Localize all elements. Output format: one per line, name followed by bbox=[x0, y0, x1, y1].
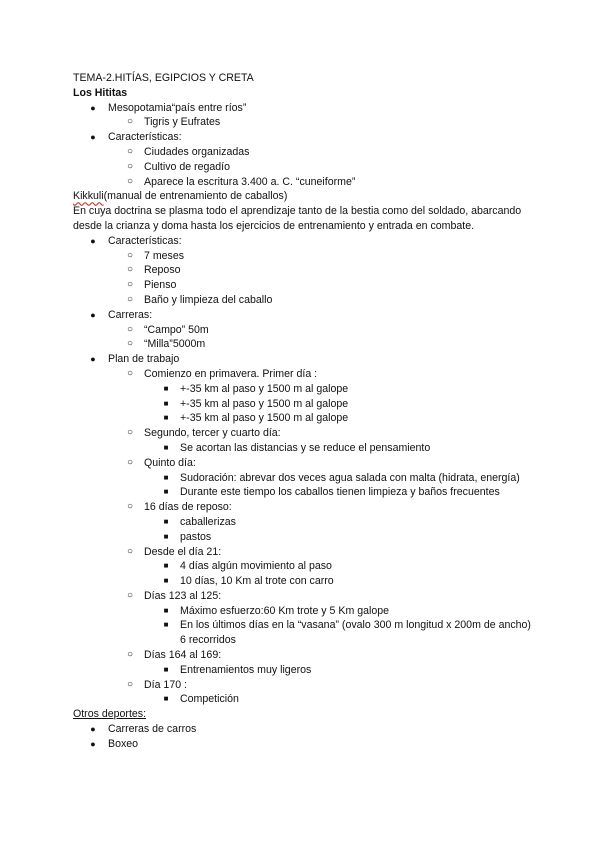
bullet-circle-icon: ○ bbox=[126, 160, 134, 172]
list-item-text: Segundo, tercer y cuarto día: bbox=[144, 427, 281, 440]
list-item bbox=[73, 397, 533, 412]
list-item-text: 16 días de reposo: bbox=[144, 501, 232, 514]
list-item bbox=[73, 382, 533, 397]
bullet-disc-icon: ● bbox=[90, 309, 96, 320]
list-item bbox=[73, 441, 533, 456]
list-item bbox=[73, 160, 533, 175]
bullet-circle-icon: ○ bbox=[126, 249, 134, 261]
list-item-text: Baño y limpieza del caballo bbox=[144, 293, 273, 306]
list-item-text: 10 días, 10 Km al trote con carro bbox=[180, 575, 334, 588]
bullet-square-icon: ■ bbox=[163, 664, 169, 674]
list-item-text: Carreras de carros bbox=[108, 723, 197, 736]
bullet-circle-icon: ○ bbox=[126, 649, 134, 661]
list-item bbox=[73, 145, 533, 160]
list-item-text: Se acortan las distancias y se reduce el pensamiento bbox=[180, 441, 431, 454]
list-item bbox=[73, 604, 533, 619]
bullet-square-icon: ■ bbox=[163, 620, 169, 630]
list-item-text: +-35 km al paso y 1500 m al galope bbox=[180, 382, 349, 395]
bullet-square-icon: ■ bbox=[163, 605, 169, 615]
list-item bbox=[73, 456, 533, 471]
list-item-text: Reposo bbox=[144, 264, 181, 277]
bullet-square-icon: ■ bbox=[163, 576, 169, 586]
list-item-text: Aparece la escritura 3.400 a. C. “cuneiforme” bbox=[144, 175, 356, 188]
list-item bbox=[73, 574, 533, 589]
list-item-text: pastos bbox=[180, 530, 212, 543]
list-item-text: Quinto día: bbox=[144, 456, 196, 469]
list-item-text: Plan de trabajo bbox=[108, 353, 180, 366]
list-item bbox=[73, 367, 533, 382]
section-heading: Los Hititas bbox=[73, 86, 128, 99]
list-item bbox=[73, 500, 533, 515]
list-item-text: 7 meses bbox=[144, 249, 185, 262]
list-item-text: Tigris y Eufrates bbox=[144, 116, 221, 129]
bullet-square-icon: ■ bbox=[163, 383, 169, 393]
bullet-circle-icon: ○ bbox=[126, 323, 134, 335]
bullet-circle-icon: ○ bbox=[126, 678, 134, 690]
list-item bbox=[73, 648, 533, 663]
list-item bbox=[73, 485, 533, 500]
bullet-circle-icon: ○ bbox=[126, 589, 134, 601]
list-item bbox=[73, 515, 533, 530]
list-item-text: Competición bbox=[180, 693, 239, 706]
bullet-circle-icon: ○ bbox=[126, 293, 134, 305]
list-item-text: Ciudades organizadas bbox=[144, 145, 250, 158]
bullet-circle-icon: ○ bbox=[126, 545, 134, 557]
bullet-disc-icon: ● bbox=[90, 235, 96, 246]
list-item bbox=[73, 234, 533, 249]
bullet-circle-icon: ○ bbox=[126, 145, 134, 157]
list-item-text: Mesopotamia“país entre ríos” bbox=[108, 101, 247, 114]
doc-title: TEMA-2.HITÍAS, EGIPCIOS Y CRETA bbox=[73, 72, 254, 84]
bullet-circle-icon: ○ bbox=[126, 279, 134, 291]
bullet-circle-icon: ○ bbox=[126, 367, 134, 379]
list-item bbox=[73, 323, 533, 338]
list-item-text: Características: bbox=[108, 234, 182, 247]
list-item bbox=[73, 101, 533, 116]
bullet-square-icon: ■ bbox=[163, 413, 169, 423]
list-item-text: Días 123 al 125: bbox=[144, 589, 222, 602]
list-item-text: Sudoración: abrevar dos veces agua salada con malta (hidrata, energía) bbox=[180, 471, 520, 484]
list-item-text: Máximo esfuerzo:60 Km trote y 5 Km galope bbox=[180, 604, 390, 617]
bullet-disc-icon: ● bbox=[90, 102, 96, 113]
list-item bbox=[73, 130, 533, 145]
list-item-text: Día 170 : bbox=[144, 678, 187, 691]
list-item-text: En los últimos días en la “vasana” (ovalo 300 m longitud x 200m de ancho) 6 recorridos bbox=[180, 619, 531, 647]
bullet-circle-icon: ○ bbox=[126, 116, 134, 128]
doctrine-paragraph: En cuya doctrina se plasma todo el aprendizaje tanto de la bestia como del soldado, abarcando desde la crianza y doma hasta los ejercicios de entrenamiento y entrada en combate. bbox=[73, 205, 522, 232]
bullet-square-icon: ■ bbox=[163, 531, 169, 541]
list-item bbox=[73, 337, 533, 352]
bullet-disc-icon: ● bbox=[90, 354, 96, 365]
bullet-circle-icon: ○ bbox=[126, 427, 134, 439]
bullet-circle-icon: ○ bbox=[126, 264, 134, 276]
list-item-text: caballerizas bbox=[180, 515, 236, 528]
list-item bbox=[73, 426, 533, 441]
bullet-circle-icon: ○ bbox=[126, 338, 134, 350]
kikkuli-rest: (manual de entrenamiento de caballos) bbox=[103, 190, 288, 203]
list-item bbox=[73, 352, 533, 367]
list-item-text: Características: bbox=[108, 131, 182, 144]
bullet-circle-icon: ○ bbox=[126, 456, 134, 468]
list-item bbox=[73, 293, 533, 308]
other-sports-heading: Otros deportes: bbox=[73, 708, 147, 721]
list-item-text: Pienso bbox=[144, 279, 177, 292]
list-item-text: Comienzo en primavera. Primer día : bbox=[144, 367, 318, 380]
list-item bbox=[73, 618, 533, 648]
list-item bbox=[73, 263, 533, 278]
bullet-circle-icon: ○ bbox=[126, 175, 134, 187]
list-item bbox=[73, 530, 533, 545]
list-item bbox=[73, 545, 533, 560]
list-item bbox=[73, 115, 533, 130]
bullet-square-icon: ■ bbox=[163, 487, 169, 497]
list-item-text: 4 días algún movimiento al paso bbox=[180, 560, 332, 573]
list-item-text: Carreras: bbox=[108, 308, 153, 321]
list-item-text: Durante este tiempo los caballos tienen limpieza y baños frecuentes bbox=[180, 486, 500, 499]
list-item bbox=[73, 589, 533, 604]
list-item-text: Cultivo de regadío bbox=[144, 160, 230, 173]
list-item-text: Entrenamientos muy ligeros bbox=[180, 663, 312, 676]
bullet-square-icon: ■ bbox=[163, 442, 169, 452]
list-item bbox=[73, 737, 533, 752]
bullet-square-icon: ■ bbox=[163, 694, 169, 704]
document-page bbox=[73, 71, 533, 752]
bullet-square-icon: ■ bbox=[163, 516, 169, 526]
list-item-text: Desde el día 21: bbox=[144, 545, 222, 558]
list-item bbox=[73, 559, 533, 574]
list-item-text: +-35 km al paso y 1500 m al galope bbox=[180, 412, 349, 425]
list-item bbox=[73, 175, 533, 190]
bullet-disc-icon: ● bbox=[90, 738, 96, 749]
list-item bbox=[73, 722, 533, 737]
list-item bbox=[73, 663, 533, 678]
list-item-text: Días 164 al 169: bbox=[144, 649, 222, 662]
list-item bbox=[73, 249, 533, 264]
list-item bbox=[73, 278, 533, 293]
bullet-square-icon: ■ bbox=[163, 561, 169, 571]
list-item-text: Boxeo bbox=[108, 737, 139, 750]
list-item-text: “Campo” 50m bbox=[144, 323, 209, 336]
kikkuli-line bbox=[73, 189, 533, 204]
list-item-text: +-35 km al paso y 1500 m al galope bbox=[180, 397, 349, 410]
list-item bbox=[73, 692, 533, 707]
bullet-circle-icon: ○ bbox=[126, 501, 134, 513]
list-item bbox=[73, 411, 533, 426]
list-item-text: “Milla”5000m bbox=[144, 338, 206, 351]
bullet-square-icon: ■ bbox=[163, 472, 169, 482]
list-item bbox=[73, 308, 533, 323]
list-item bbox=[73, 678, 533, 693]
bullet-disc-icon: ● bbox=[90, 132, 96, 143]
list-item bbox=[73, 471, 533, 486]
bullet-square-icon: ■ bbox=[163, 398, 169, 408]
kikkuli-word: Kikkuli bbox=[73, 190, 104, 203]
bullet-disc-icon: ● bbox=[90, 724, 96, 735]
